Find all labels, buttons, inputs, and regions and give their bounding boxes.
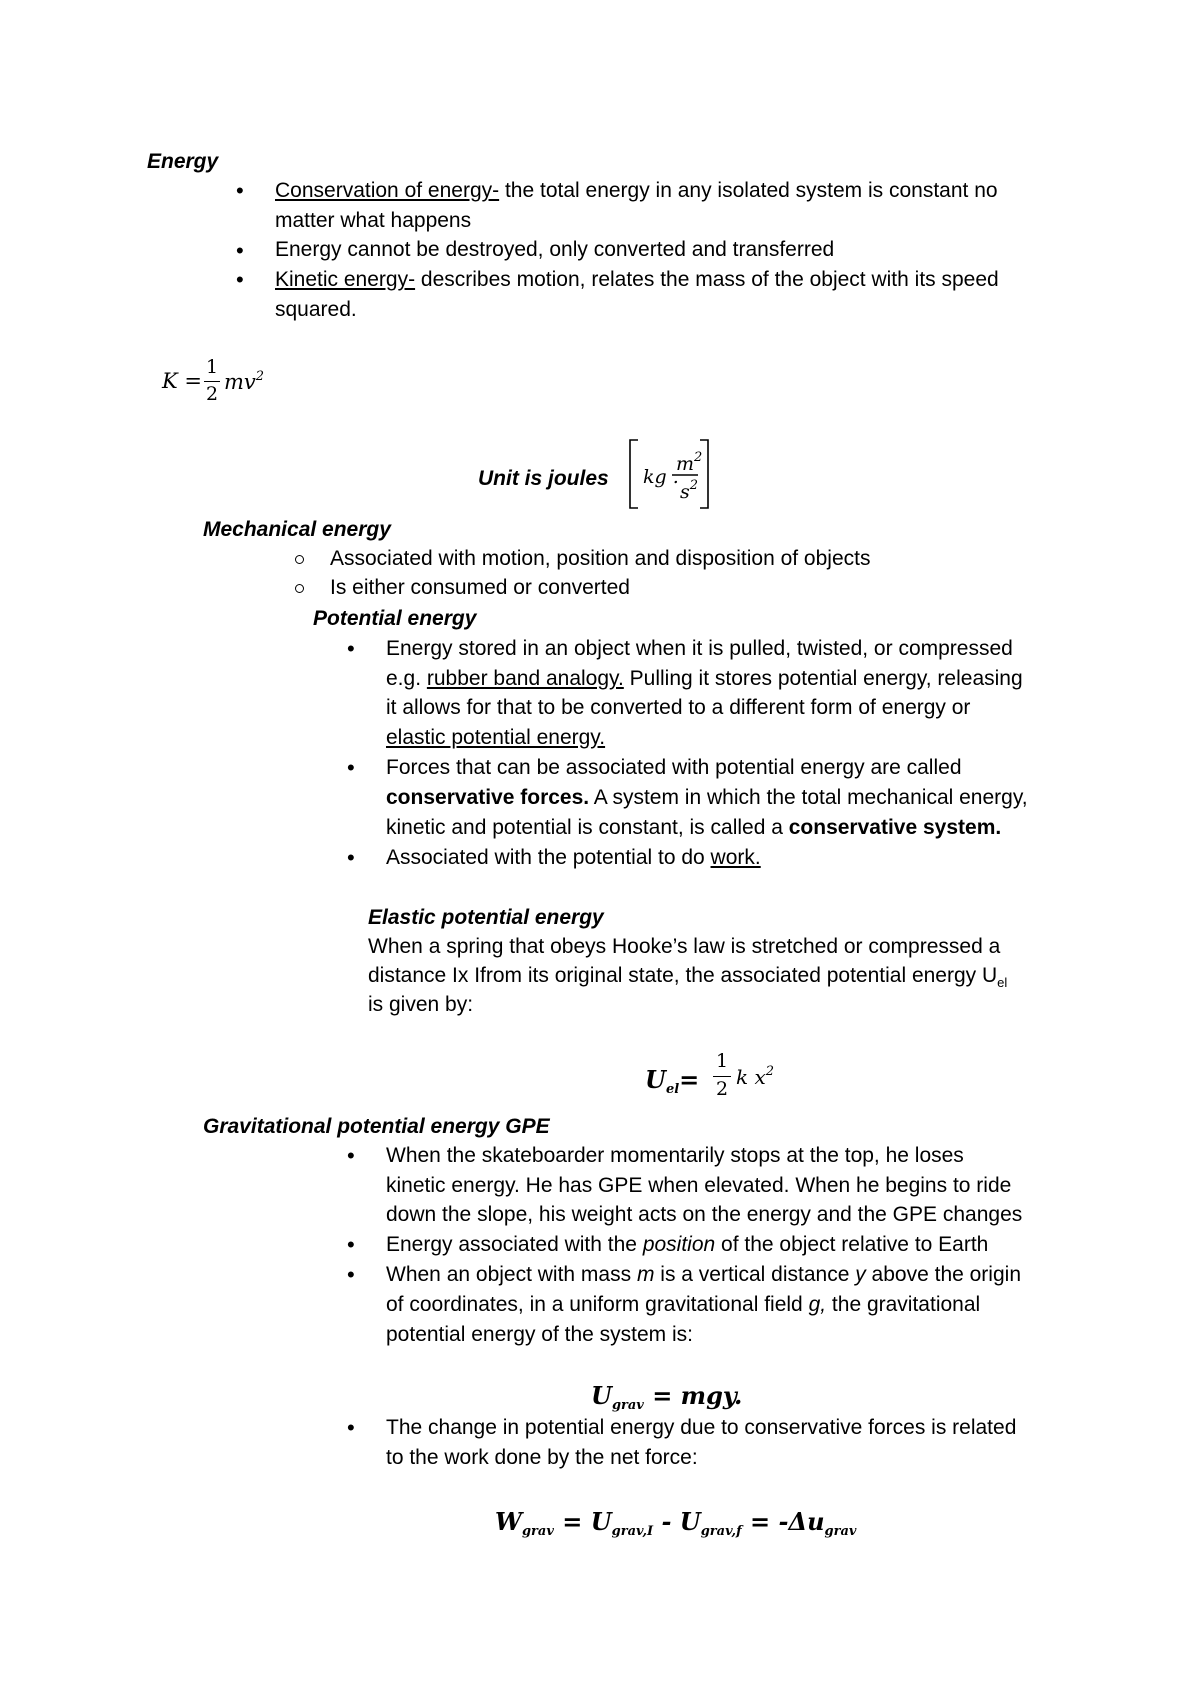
formula-u: U (591, 1381, 612, 1410)
fraction-numerator: 1 (715, 1050, 729, 1072)
list-item-continuation: it allows for that to be converted to a different form of energy or (386, 696, 971, 719)
unit-kg: kg . (643, 466, 679, 488)
var-g: g, (808, 1293, 827, 1316)
unit-second-exp: 2 (689, 478, 699, 493)
fraction-numerator: 1 (205, 356, 219, 378)
list-item-continuation (386, 786, 1028, 810)
unit-second-text: s (680, 481, 690, 503)
elastic-text-line: is given by: (368, 993, 474, 1016)
gpe-heading: Gravitational potential energy GPE (203, 1115, 550, 1138)
formula-rest: = mgy. (643, 1381, 743, 1410)
list-item-continuation: matter what happens (275, 209, 472, 232)
term-kinetic: Kinetic energy- (275, 268, 416, 291)
list-item-text: When an object with mass (386, 1263, 637, 1286)
unit-second (680, 478, 698, 503)
list-item (386, 846, 761, 870)
bullet-dot: • (347, 636, 355, 661)
bullet-dot: • (347, 1262, 355, 1287)
formula-sub: grav,f (700, 1524, 742, 1539)
elastic-formula-lhs (645, 1065, 699, 1097)
bullet-dot: • (236, 267, 244, 292)
formula-w: W (495, 1507, 522, 1536)
term-conservation: Conservation of energy- (275, 179, 500, 202)
list-item-text: kinetic and potential is constant, is called a (386, 816, 789, 839)
unit-meter-exp: 2 (694, 450, 703, 465)
bullet-dot: • (347, 1415, 355, 1440)
list-item: Associated with motion, position and disposition of objects (330, 547, 871, 570)
list-item-continuation: down the slope, his weight acts on the energy and the GPE changes (386, 1203, 1023, 1226)
list-item-text: e.g. (386, 667, 427, 690)
list-item-continuation: to the work done by the net force: (386, 1446, 698, 1469)
list-item: Energy stored in an object when it is pulled, twisted, or compressed (386, 637, 1013, 660)
list-item: Forces that can be associated with potential energy are called (386, 756, 962, 779)
term-rubber-band: rubber band analogy. (426, 667, 624, 690)
bullet-dot: • (347, 1143, 355, 1168)
formula-text: = U (553, 1507, 612, 1536)
list-item-text: Pulling it stores potential energy, releasing (623, 667, 1023, 690)
list-item-continuation (386, 667, 1023, 691)
elastic-formula-rhs (736, 1064, 774, 1089)
list-item: Energy cannot be destroyed, only converted and transferred (275, 238, 835, 261)
bullet-dot: • (236, 178, 244, 203)
list-item-text: is a vertical distance (654, 1263, 856, 1286)
term-conservative-system: conservative system. (788, 816, 1002, 839)
fraction-denominator: 2 (205, 383, 219, 405)
bullet-dot: • (347, 1232, 355, 1257)
formula-rhs (224, 369, 264, 394)
list-item: The change in potential energy due to conservative forces is related (386, 1416, 1017, 1439)
list-item-continuation (386, 1293, 980, 1317)
elastic-formula-u: U (645, 1065, 666, 1094)
term-work: work. (710, 846, 761, 869)
term-conservative-forces: conservative forces. (386, 786, 590, 809)
list-item-continuation (386, 816, 1001, 840)
elastic-text-line: When a spring that obeys Hooke’s law is stretched or compressed a (368, 935, 1001, 958)
list-item-text: the gravitational (826, 1293, 981, 1316)
formula-text: - U (653, 1507, 701, 1536)
list-item-text: of the object relative to Earth (715, 1233, 989, 1256)
elastic-formula-sub: el (665, 1082, 680, 1097)
elastic-text: distance Ix Ifrom its original state, the associated potential energy U (368, 964, 998, 987)
elastic-formula-eq: = (679, 1065, 700, 1094)
list-item (275, 268, 999, 292)
mechanical-energy-heading: Mechanical energy (203, 518, 391, 541)
bullet-dot: • (347, 755, 355, 780)
bullet-dot: • (236, 238, 244, 263)
gravitational-formula (591, 1381, 742, 1413)
formula-text: = -Δu (741, 1507, 825, 1536)
unit-label: Unit is joules (478, 467, 609, 490)
list-item-text: Associated with the potential to do (386, 846, 711, 869)
list-item (386, 1233, 988, 1257)
unit-meter-text: m (676, 453, 695, 475)
list-item (386, 1263, 1021, 1287)
formula-sub: grav (824, 1524, 857, 1539)
list-item-continuation: kinetic energy. He has GPE when elevated. When he begins to ride (386, 1174, 1012, 1197)
var-y: y (855, 1263, 866, 1286)
elastic-subscript: el (997, 975, 1008, 990)
circle-bullet (295, 584, 304, 593)
formula-sub: grav (611, 1398, 644, 1413)
formula-sub: grav,I (611, 1524, 654, 1539)
list-item-text: above the origin (865, 1263, 1021, 1286)
var-m: m (636, 1263, 655, 1286)
work-formula (495, 1507, 856, 1539)
elastic-formula-exp: 2 (765, 1064, 775, 1079)
unit-meter (676, 450, 702, 475)
list-item: Is either consumed or converted (330, 576, 630, 599)
list-item-continuation: potential energy of the system is: (386, 1323, 693, 1346)
list-item-continuation: squared. (275, 298, 357, 321)
list-item: When the skateboarder momentarily stops at the top, he loses (386, 1144, 964, 1167)
list-item-text: A system in which the total mechanical energy, (589, 786, 1028, 809)
circle-bullet (295, 555, 304, 564)
list-item-text: describes motion, relates the mass of the object with its speed (415, 268, 999, 291)
term-position: position (642, 1233, 716, 1256)
list-item-text: Energy associated with the (386, 1233, 643, 1256)
list-item-text: of coordinates, in a uniform gravitational field (386, 1293, 809, 1316)
formula-sub: grav (521, 1524, 554, 1539)
term-elastic-potential: elastic potential energy. (386, 726, 606, 749)
fraction-denominator: 2 (715, 1078, 729, 1100)
formula-rhs-text: mv (224, 370, 256, 394)
formula-lhs: K = (162, 369, 202, 393)
elastic-formula-rhs-text: k x (736, 1065, 766, 1089)
list-item-text: the total energy in any isolated system is constant no (499, 179, 998, 202)
elastic-energy-heading: Elastic potential energy (368, 906, 604, 929)
potential-energy-heading: Potential energy (313, 607, 477, 630)
formula-exponent: 2 (255, 369, 265, 384)
elastic-text-line (368, 964, 1007, 990)
page-title: Energy (147, 150, 219, 173)
list-item (275, 179, 998, 203)
bullet-dot: • (347, 845, 355, 870)
